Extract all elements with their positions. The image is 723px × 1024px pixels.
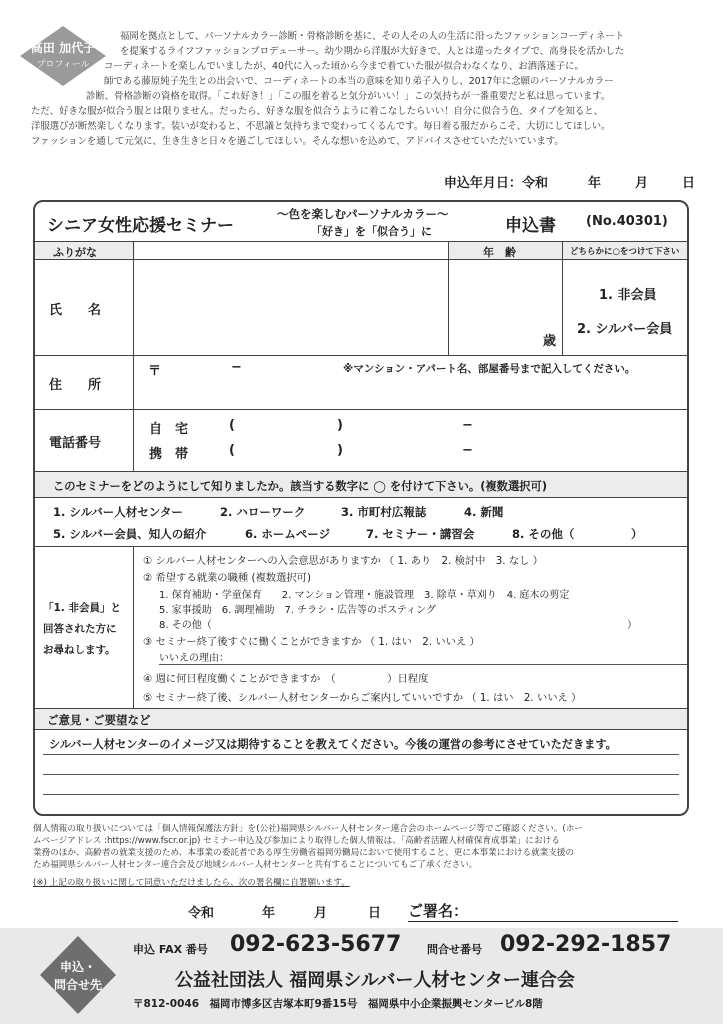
date-era: 令和	[521, 176, 548, 191]
source-option[interactable]: 3. 市町村広報誌	[341, 505, 427, 519]
signature-day: 日	[368, 906, 382, 921]
mobile-phone-area-field[interactable]	[241, 441, 335, 461]
divider	[448, 242, 449, 355]
divider	[133, 355, 134, 471]
profile-section	[0, 0, 723, 160]
contact-badge	[40, 936, 116, 1014]
phone-label: 電話番号	[49, 436, 102, 451]
application-date-label: 申込年月日：	[443, 176, 522, 191]
opinion-line[interactable]	[43, 794, 679, 795]
source-other-close: ）	[631, 527, 643, 541]
no-reason-label: いいえの理由：	[159, 653, 229, 664]
signature-label: ご署名：	[408, 902, 469, 920]
source-option[interactable]: 1. シルバー人材センター	[53, 505, 183, 519]
paren-close: )	[337, 443, 343, 458]
tel-label: 問合せ番号	[427, 943, 482, 956]
nonmember-label: 回答された方に	[43, 623, 117, 635]
address-label: 住 所	[49, 378, 102, 393]
privacy-note-line: 業務のほか、高齢者の就業支援のため、本事業の委託者である厚生労働省福岡労働局において使用すること、更に本事業における就業支援の	[33, 848, 575, 858]
profile-text-line: を提案するライフファッションプロデューサー。幼少期から洋服が大好きで、人とは違ったタイプで、高身長を活かした	[120, 46, 625, 57]
home-phone-label: 自 宅	[149, 422, 189, 437]
form-label: 申込書	[505, 216, 556, 236]
source-option[interactable]: 2. ハローワーク	[220, 505, 306, 519]
seminar-subtitle: 〜色を楽しむパーソナルカラー〜	[277, 207, 449, 221]
contact-badge-line: 問合せ先	[53, 978, 102, 992]
signature-line[interactable]	[408, 921, 678, 922]
divider	[35, 409, 687, 410]
profile-text-line: コーディネートを楽しんでいましたが、40代に入った頃から今まで着ていた服が似合わなくなり、お洒落迷子に。	[104, 61, 584, 72]
profile-text-line: 診断、骨格診断の資格を取得。「これ好き！」「この服を着ると気分がいい！」この気持ちが一番重要だと私は思っています。	[86, 91, 611, 102]
privacy-note-line: 個人情報の取り扱いについては「個人情報保護法方針」を(公社)福岡県シルバー人材センター連合会のホームページ等でご確認ください。(ホー	[33, 824, 583, 834]
job-type-options[interactable]: 1. 保育補助・学童保育 2. マンション管理・施設管理 3. 除草・草刈り 4. 庭木の剪定	[159, 590, 570, 601]
divider	[562, 242, 563, 355]
source-option[interactable]: 5. シルバー会員、知人の紹介	[53, 527, 207, 541]
profile-text-line: 福岡を拠点として、パーソナルカラー診断・骨格診断を基に、その人その人の生活に沿ったファッションコーディネート	[120, 31, 625, 42]
question-job-type: ② 希望する就業の職種 (複数選択可)	[143, 572, 311, 584]
job-type-other[interactable]: 8. その他（	[159, 620, 212, 631]
member-hint: どちらかに○をつけて下さい	[570, 247, 680, 257]
divider	[133, 546, 134, 708]
opinion-label: ご意見・ご要望など	[47, 713, 151, 727]
profile-label: プロフィール	[36, 60, 90, 70]
reason-underline[interactable]	[159, 664, 689, 665]
signature-month: 月	[314, 906, 328, 921]
contact-badge-shape	[40, 936, 116, 1014]
form-title-bar	[35, 202, 687, 242]
home-phone-number-field[interactable]	[353, 416, 687, 436]
source-option[interactable]: 4. 新聞	[464, 505, 504, 519]
opinion-question: シルバー人材センターのイメージ又は期待することを教えてください。今後の運営の参考にさせていただきます。	[49, 738, 617, 751]
source-option[interactable]: 8. その他（	[512, 527, 575, 541]
fax-number: 092-623-5677	[230, 932, 402, 957]
opinion-line[interactable]	[43, 754, 679, 755]
opinion-line[interactable]	[43, 774, 679, 775]
badge-diamond-shape	[20, 26, 106, 86]
profile-text-line: 師である藤原純子先生との出会いで、コーディネートの本当の意味を知り弟子入りし、2017年に念願のパーソナルカラー	[104, 76, 614, 87]
profile-text-line: 洋服選びが断然楽しくなります。装いが変わると、不思議と気持ちまで変わってくるんです。毎日着る服だからこそ、大切にしてほしい。	[31, 121, 611, 132]
privacy-note-line: ため福岡県シルバー人材センター連合会及び地域シルバー人材センターと共有することについてもご了承ください。	[33, 860, 478, 870]
question-days-per-week[interactable]: ④ 週に何日程度働くことができますか （ ）日程度	[143, 673, 429, 685]
job-type-options[interactable]: 5. 家事援助 6. 調理補助 7. チラシ・広告等のポスティング	[159, 605, 436, 616]
date-day: 日	[681, 176, 695, 191]
date-month: 月	[634, 176, 648, 191]
postal-mark: 〒	[148, 364, 162, 379]
profile-badge	[20, 26, 106, 86]
name-label: 氏 名	[49, 303, 102, 318]
application-date	[444, 172, 695, 191]
paren-close: )	[337, 418, 343, 433]
age-label: 年 齢	[483, 246, 516, 259]
source-option[interactable]: 7. セミナー・講習会	[366, 527, 475, 541]
signature-year: 年	[262, 906, 276, 921]
nonmember-label: お尋ねします。	[43, 644, 116, 656]
furigana-label: ふりがな	[53, 246, 97, 259]
source-option[interactable]: 6. ホームページ	[245, 527, 331, 541]
divider	[133, 242, 134, 355]
paren-open: (	[229, 418, 235, 433]
profile-text-line: ただ、好きな服が似合う服とは限りません。だったら、好きな服を似合うように着こなしたらいい！自分に似合う色、タイプを知ると、	[31, 106, 603, 117]
divider	[35, 729, 687, 730]
age-unit: 歳	[543, 334, 557, 349]
divider	[35, 497, 687, 498]
profile-text-line: ファッションを通して元気に、生き生きと日々を過ごしてほしい。そんな想いを込めて、アドバイスさせていただいています。	[31, 136, 564, 147]
question-work-start[interactable]: ③ セミナー終了後すぐに働くことができますか （ 1. はい 2. いいえ ）	[143, 636, 480, 648]
name-field[interactable]	[135, 260, 448, 355]
contact-badge-line: 申込・	[59, 960, 96, 974]
contact-footer	[0, 928, 723, 1024]
phone-dash: −	[462, 418, 473, 433]
seminar-title: シニア女性応援セミナー	[47, 216, 234, 236]
form-number: (No.40301)	[586, 214, 668, 229]
organization-name: 公益社団法人 福岡県シルバー人材センター連合会	[175, 970, 575, 991]
question-contact-ok[interactable]: ⑤ セミナー終了後、シルバー人材センターからご案内していいですか （ 1. はい 2. いいえ ）	[143, 692, 582, 704]
postal-dash: −	[231, 360, 242, 375]
member-option-2[interactable]: 2. シルバー会員	[577, 322, 673, 337]
furigana-field[interactable]	[135, 242, 448, 259]
home-phone-area-field[interactable]	[241, 416, 335, 436]
profile-name: 高田 加代子	[30, 41, 96, 55]
signature-era: 令和	[188, 906, 215, 921]
phone-dash: −	[462, 443, 473, 458]
job-type-other-close: ）	[627, 620, 637, 631]
organization-address: 〒812-0046 福岡市博多区吉塚本町9番15号 福岡県中小企業振興センタービル8階	[133, 998, 543, 1010]
address-field[interactable]	[135, 378, 689, 408]
mobile-phone-label: 携 帯	[149, 447, 189, 462]
seminar-tagline: 「好き」を「似合う」に	[311, 225, 432, 238]
nonmember-label: 「1. 非会員」と	[43, 602, 121, 614]
address-note: ※マンション・アパート名、部屋番号まで記入してください。	[343, 363, 636, 375]
tel-number: 092-292-1857	[500, 932, 672, 957]
consent-note: (※) 上記の取り扱いに関して同意いただけましたら、次の署名欄に自署願います。	[33, 878, 350, 888]
privacy-notes	[33, 823, 693, 889]
fax-label: 申込 FAX 番号	[133, 943, 208, 956]
mobile-phone-number-field[interactable]	[353, 441, 687, 461]
date-year: 年	[587, 176, 601, 191]
paren-open: (	[229, 443, 235, 458]
member-option-1[interactable]: 1. 非会員	[599, 288, 657, 303]
question-join[interactable]: ① シルバー人材センターへの入会意思がありますか （ 1. あり 2. 検討中 3. なし ）	[143, 555, 544, 567]
source-question: このセミナーをどのようにして知りましたか。該当する数字に ◯ を付けて下さい。(複数選択可)	[53, 480, 548, 493]
application-form	[33, 200, 689, 816]
privacy-note-line: ムページアドレス :https://www.fscr.or.jp) セミナー申込及び参加により取得した個人情報は、「高齢者活躍人材確保育成事業」における	[33, 836, 560, 846]
